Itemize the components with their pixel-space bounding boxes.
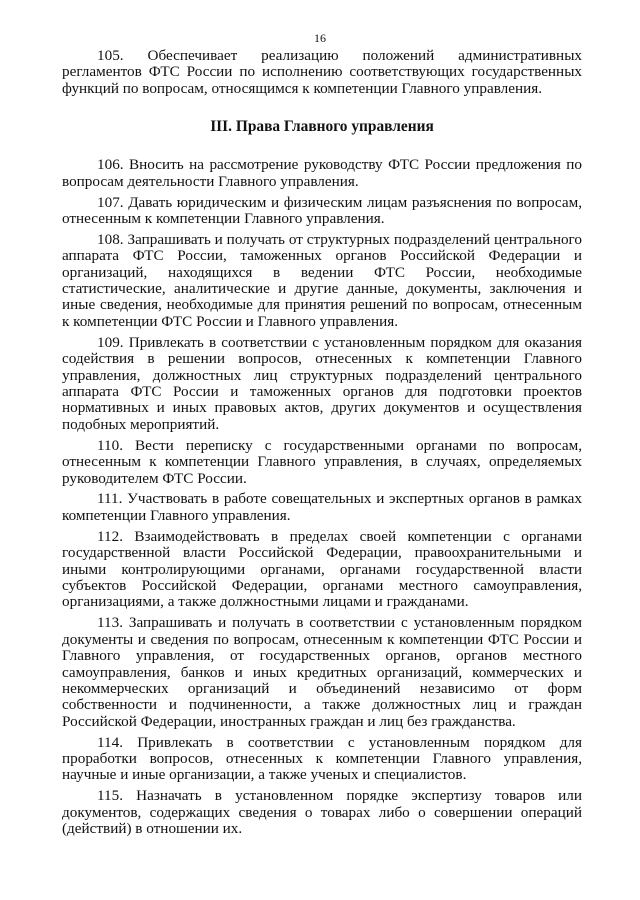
- paragraph-110: 110. Вести переписку с государственными органами по вопросам, отнесенным к компетенции Главного управления, в случаях, определяемых руководителем ФТС России.: [62, 436, 582, 487]
- paragraph-114: 114. Привлекать в соответствии с установленным порядком для проработки вопросов, отнесенных к компетенции Главного управления, научные и иные организации, а также ученых и специалистов.: [62, 733, 582, 784]
- paragraph-111: 111. Участвовать в работе совещательных и экспертных органов в рамках компетенции Главного управления.: [62, 490, 582, 524]
- paragraph-115: 115. Назначать в установленном порядке экспертизу товаров или документов, содержащих сведения о товарах либо о совершении операций (действий) в отношении их.: [62, 787, 582, 838]
- document-body: [62, 48, 582, 842]
- paragraph-105: 105. Обеспечивает реализацию положений административных регламентов ФТС России по исполнению соответствующих государственных функций по вопросам, относящимся к компетенции Главного управления.: [62, 47, 582, 97]
- paragraph-113: 113. Запрашивать и получать в соответствии с установленным порядком документы и сведения по вопросам, отнесенным к компетенции ФТС России и Главного управления, от государственных органов, органов местного самоуправления, банков и иных кредитных организаций, коммерческих и некоммерческих организаций и объединений независимо от форм собственности и подчиненности, а также должностных лиц и граждан Российской Федерации, иностранных граждан и лиц без гражданства.: [62, 614, 582, 730]
- paragraph-107: 107. Давать юридическим и физическим лицам разъяснения по вопросам, отнесенным к компетенции Главного управления.: [62, 193, 582, 227]
- section-title: III. Права Главного управления: [210, 118, 434, 136]
- paragraph-106: 106. Вносить на рассмотрение руководству ФТС России предложения по вопросам деятельности Главного управления.: [62, 156, 582, 190]
- paragraph-108: 108. Запрашивать и получать от структурных подразделений центрального аппарата ФТС России, таможенных органов Российской Федерации и организаций, находящихся в ведении ФТС России, необходимые статистические, аналитические и другие данные, документы, заключения и иные сведения, необходимые для принятия решений по вопросам, отнесенным к компетенции ФТС России и Главного управления.: [62, 230, 582, 330]
- paragraph-112: 112. Взаимодействовать в пределах своей компетенции с органами государственной власти Российской Федерации, правоохранительными и иными контролирующими органами, органами государственной власти субъектов Российской Федерации, органами местного самоуправления, организациями, а также должностными лицами и гражданами.: [62, 527, 582, 611]
- paragraph-109: 109. Привлекать в соответствии с установленным порядком для оказания содействия в решении вопросов, отнесенных к компетенции Главного управления, должностных лиц структурных подразделений центрального аппарата ФТС России и таможенных органов для подготовки проектов нормативных и иных правовых актов, других документов и осуществления подобных мероприятий.: [62, 333, 582, 433]
- page-number: 16: [314, 31, 326, 45]
